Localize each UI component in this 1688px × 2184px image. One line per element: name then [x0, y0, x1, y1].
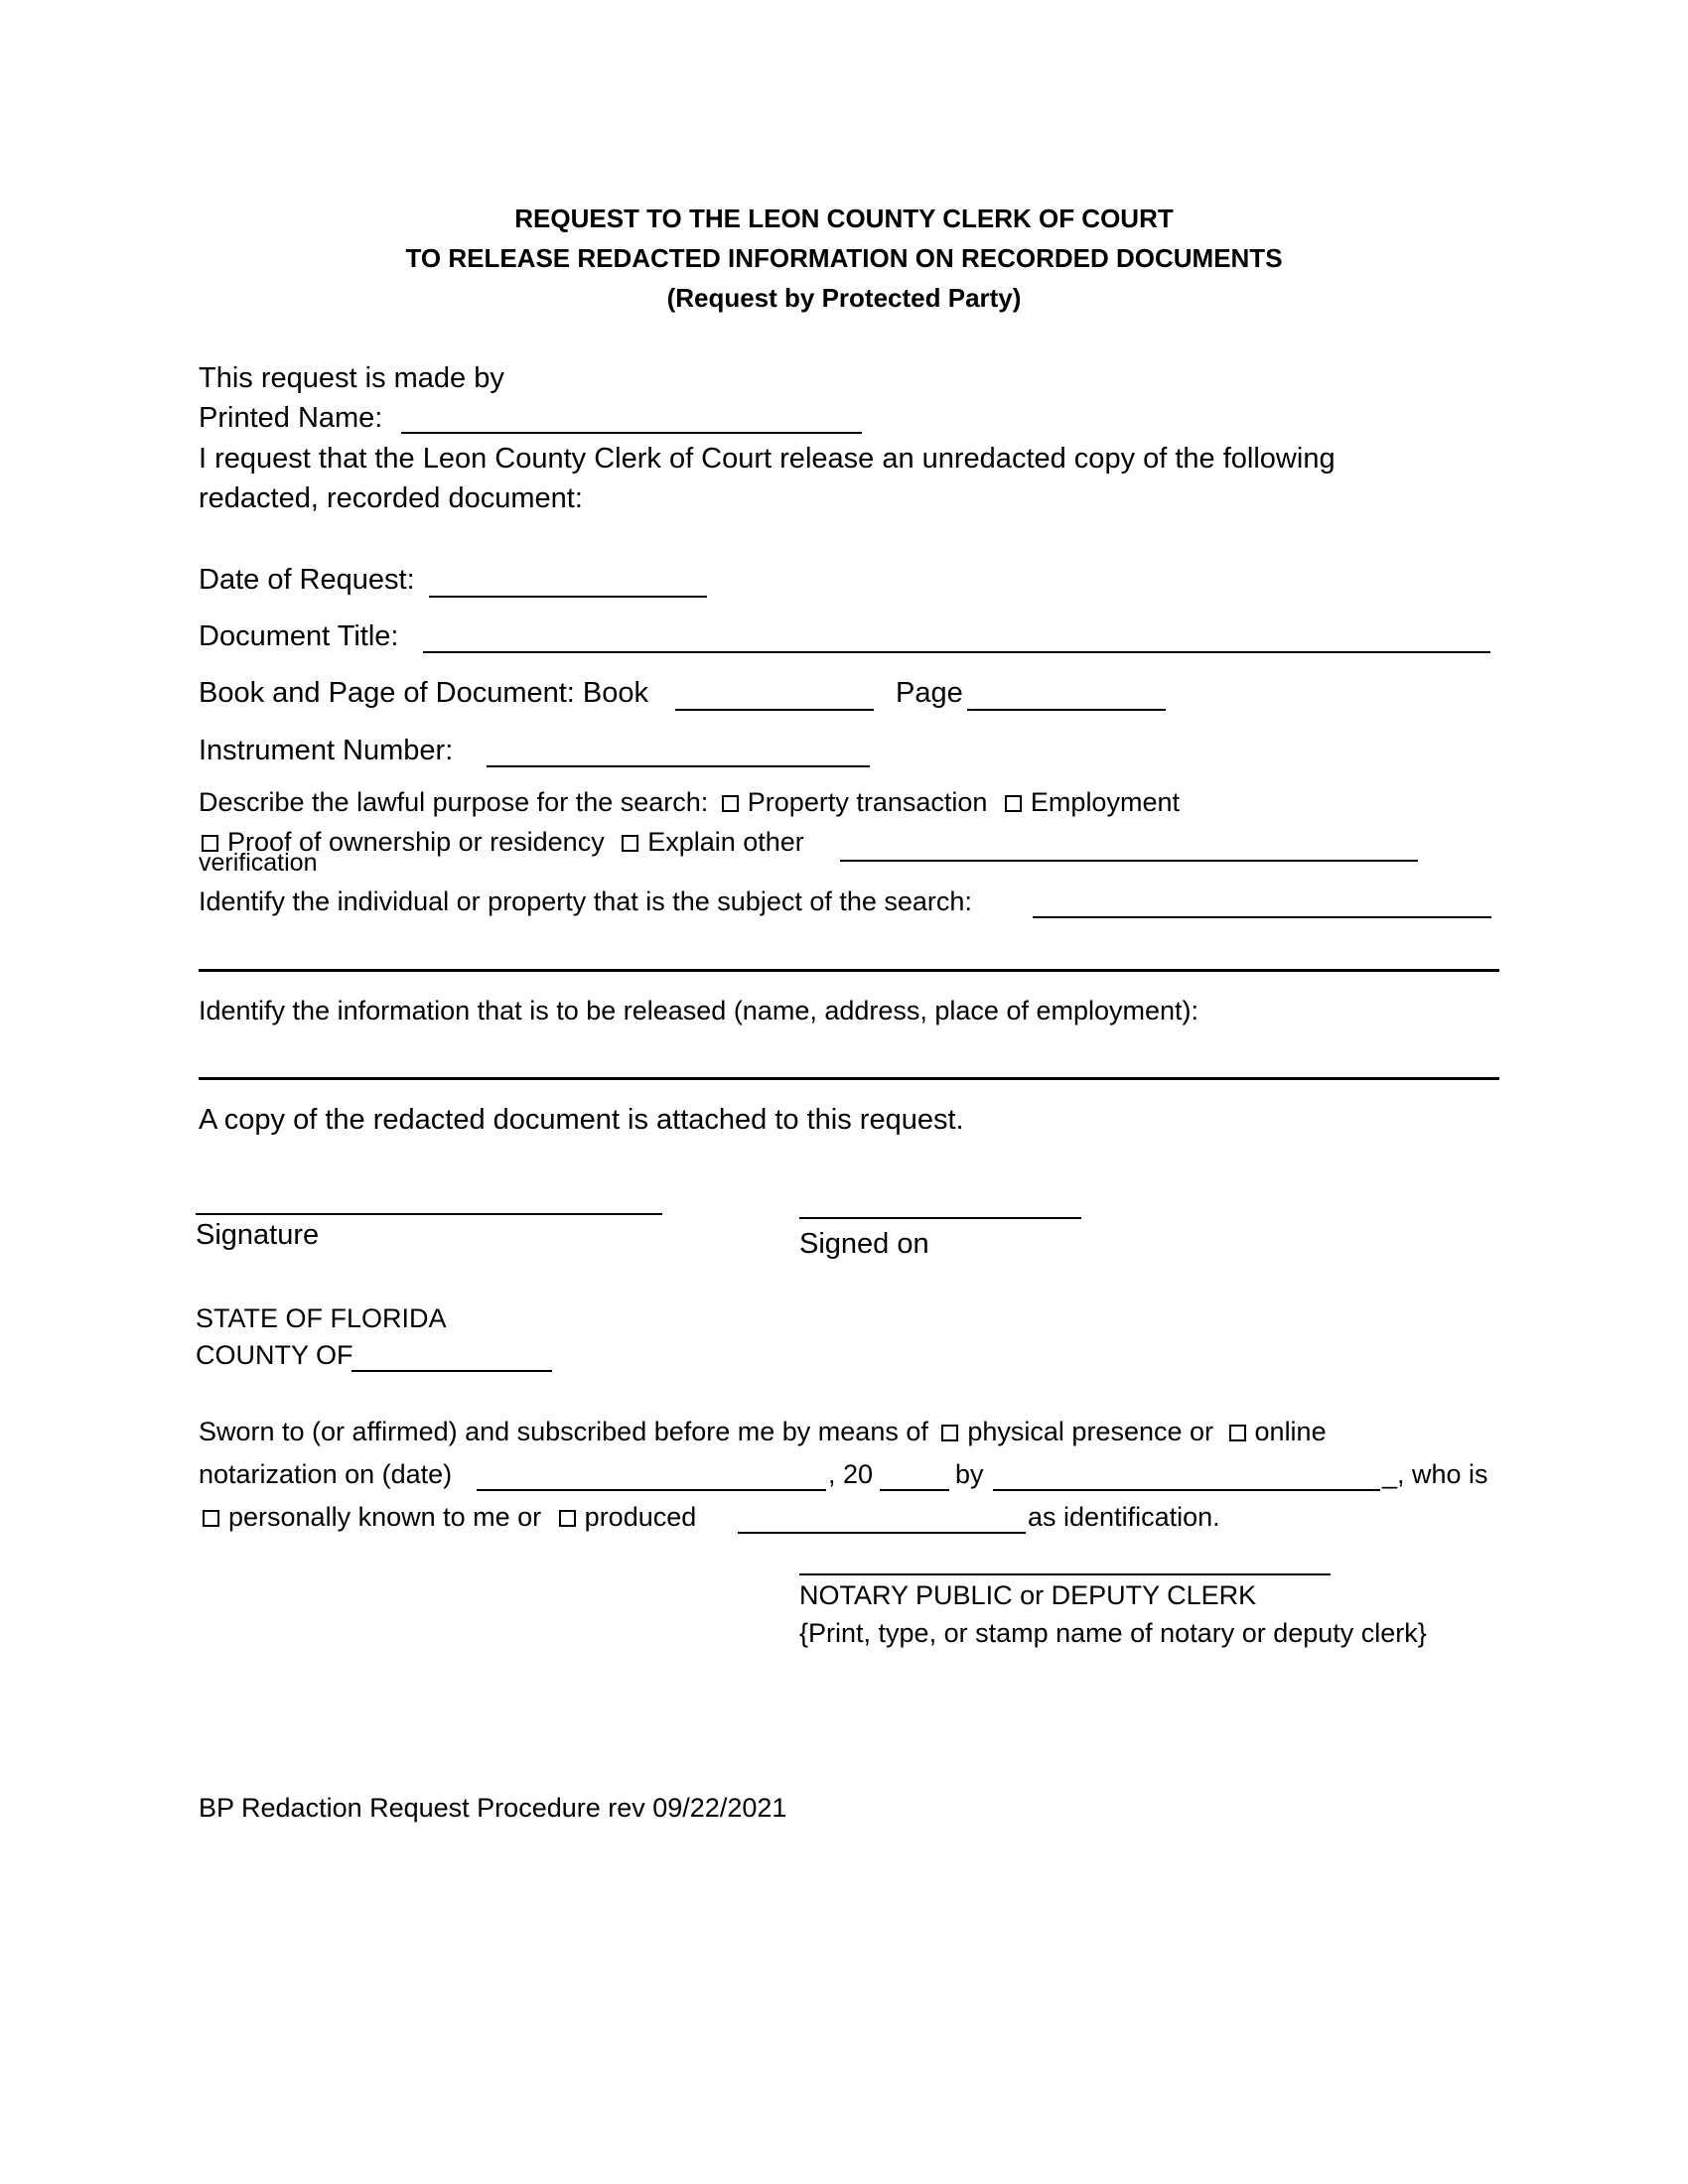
- personally-known-label: personally known to me or: [228, 1502, 542, 1532]
- signed-on-field[interactable]: [799, 1217, 1081, 1219]
- online-label: online: [1254, 1417, 1327, 1446]
- identify-info-field[interactable]: [199, 1077, 1499, 1080]
- instrument-number-label: Instrument Number:: [199, 735, 454, 766]
- identify-subject-label: Identify the individual or property that is the subject of the search:: [199, 887, 972, 916]
- identify-info-label: Identify the information that is to be released (name, address, place of employment):: [199, 996, 1199, 1025]
- purpose-label: Describe the lawful purpose for the search:: [199, 787, 709, 817]
- sworn-row-1: [199, 1417, 1327, 1447]
- employment-checkbox[interactable]: [1005, 795, 1022, 812]
- identify-subject-field[interactable]: [1033, 916, 1491, 918]
- verification-text: verification: [199, 849, 318, 877]
- instrument-number-field[interactable]: [487, 765, 870, 767]
- physical-presence-label: physical presence or: [967, 1417, 1214, 1446]
- page-field[interactable]: [967, 709, 1166, 711]
- date-of-request-label: Date of Request:: [199, 564, 415, 596]
- document-title-label: Document Title:: [199, 620, 399, 652]
- title-line-2: TO RELEASE REDACTED INFORMATION ON RECORDED DOCUMENTS: [405, 243, 1283, 273]
- employment-label: Employment: [1030, 787, 1180, 817]
- title-line-3: (Request by Protected Party): [666, 283, 1022, 313]
- identification-field[interactable]: [738, 1532, 1026, 1534]
- page-label: Page: [896, 677, 963, 709]
- by-name-field[interactable]: [993, 1489, 1380, 1491]
- document-title-field[interactable]: [423, 651, 1490, 653]
- sworn-row-3: [203, 1502, 696, 1533]
- property-transaction-checkbox[interactable]: [722, 795, 739, 812]
- title-line-1: REQUEST TO THE LEON COUNTY CLERK OF COURT: [514, 204, 1174, 233]
- explain-other-label: Explain other: [647, 827, 804, 857]
- notarization-on-label: notarization on (date): [199, 1459, 453, 1489]
- explain-other-checkbox[interactable]: [622, 835, 638, 852]
- online-checkbox[interactable]: [1229, 1425, 1246, 1441]
- made-by-text: This request is made by: [199, 362, 504, 394]
- produced-label: produced: [584, 1502, 697, 1532]
- book-label: Book and Page of Document: Book: [199, 677, 649, 709]
- state-label: STATE OF FLORIDA: [196, 1303, 447, 1333]
- identify-subject-field-continued[interactable]: [199, 969, 1499, 972]
- by-label: by: [955, 1459, 984, 1489]
- request-text-line-2: redacted, recorded document:: [199, 482, 583, 514]
- proof-of-ownership-label: Proof of ownership or residency: [227, 827, 605, 857]
- revision-footer: BP Redaction Request Procedure rev 09/22/2021: [199, 1793, 787, 1823]
- request-text-line-1: I request that the Leon County Clerk of Court release an unredacted copy of the following: [199, 443, 1336, 475]
- printed-name-label: Printed Name:: [199, 402, 383, 434]
- purpose-row-1: [199, 787, 1180, 818]
- notary-signature-field[interactable]: [799, 1573, 1331, 1575]
- county-field[interactable]: [352, 1370, 552, 1372]
- book-field[interactable]: [675, 709, 874, 711]
- property-transaction-label: Property transaction: [747, 787, 988, 817]
- as-identification-text: as identification.: [1028, 1502, 1220, 1532]
- signature-field[interactable]: [196, 1213, 662, 1215]
- sworn-text: Sworn to (or affirmed) and subscribed before me by means of: [199, 1417, 928, 1446]
- comma-20-text: , 20: [828, 1459, 874, 1489]
- notary-instruction: {Print, type, or stamp name of notary or deputy clerk}: [799, 1618, 1427, 1648]
- county-label: COUNTY OF: [196, 1340, 353, 1370]
- signed-on-label: Signed on: [799, 1228, 929, 1260]
- notary-title: NOTARY PUBLIC or DEPUTY CLERK: [799, 1580, 1257, 1610]
- printed-name-field[interactable]: [401, 432, 862, 434]
- physical-presence-checkbox[interactable]: [941, 1425, 958, 1441]
- date-of-request-field[interactable]: [429, 596, 707, 598]
- signature-label: Signature: [196, 1219, 320, 1251]
- who-is-text: _, who is: [1382, 1459, 1488, 1489]
- explain-other-field[interactable]: [840, 860, 1418, 862]
- personally-known-checkbox[interactable]: [203, 1510, 219, 1527]
- produced-checkbox[interactable]: [559, 1510, 576, 1527]
- year-field[interactable]: [880, 1489, 949, 1491]
- attached-note: A copy of the redacted document is attached to this request.: [199, 1104, 964, 1136]
- notarization-date-field[interactable]: [477, 1489, 826, 1491]
